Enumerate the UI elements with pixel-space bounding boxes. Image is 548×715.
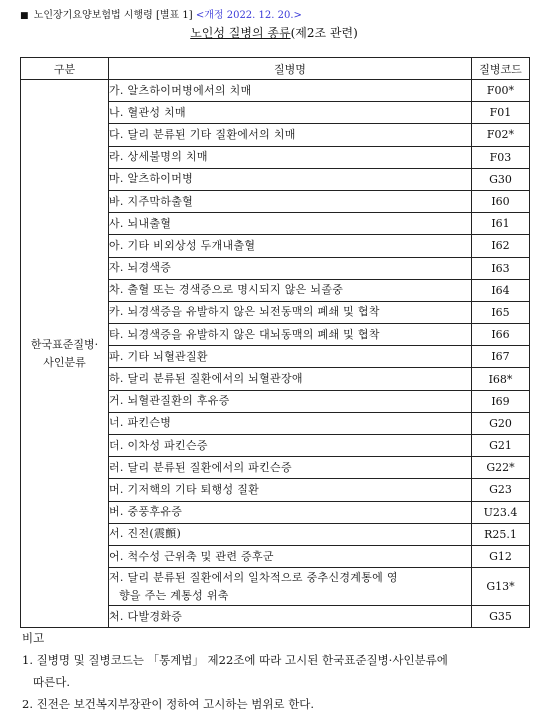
notes-heading: 비고 xyxy=(22,631,45,645)
disease-code: G21 xyxy=(472,435,530,457)
table-header-row xyxy=(21,58,530,80)
note-item: 1. 질병명 및 질병코드는 「통계법」 제22조에 따라 고시된 한국표준질병·사인분류에 xyxy=(22,653,448,667)
disease-code: I62 xyxy=(472,235,530,257)
disease-code: U23.4 xyxy=(472,501,530,523)
note-item-continuation: 따른다. xyxy=(33,675,70,689)
disease-code: I63 xyxy=(472,257,530,279)
disease-name: 머. 기저핵의 기타 퇴행성 질환 xyxy=(109,479,472,501)
disease-code: G30 xyxy=(472,168,530,190)
header-disease-name: 질병명 xyxy=(109,58,472,80)
disease-name: 사. 뇌내출혈 xyxy=(109,213,472,235)
disease-code: G35 xyxy=(472,606,530,628)
disease-name: 바. 지주막하출혈 xyxy=(109,190,472,212)
disease-table xyxy=(20,57,530,628)
disease-code: I69 xyxy=(472,390,530,412)
disease-code: F01 xyxy=(472,102,530,124)
disease-code: I67 xyxy=(472,346,530,368)
disease-name: 카. 뇌경색증을 유발하지 않은 뇌전동맥의 폐쇄 및 협착 xyxy=(109,301,472,323)
disease-name: 다. 달리 분류된 기타 질환에서의 치매 xyxy=(109,124,472,146)
disease-name: 버. 중풍후유증 xyxy=(109,501,472,523)
disease-code: G20 xyxy=(472,412,530,434)
header-category: 구분 xyxy=(21,58,109,80)
disease-code: R25.1 xyxy=(472,523,530,545)
disease-code: F00* xyxy=(472,80,530,102)
disease-name: 아. 기타 비외상성 두개내출혈 xyxy=(109,235,472,257)
disease-name: 더. 이차성 파킨슨증 xyxy=(109,435,472,457)
table-row xyxy=(21,80,530,102)
disease-code: I68* xyxy=(472,368,530,390)
disease-code: I61 xyxy=(472,213,530,235)
category-line: 한국표준질병· xyxy=(30,337,99,351)
disease-name: 차. 출혈 또는 경색증으로 명시되지 않은 뇌졸중 xyxy=(109,279,472,301)
disease-name: 가. 알츠하이머병에서의 치매 xyxy=(109,80,472,102)
disease-code: G22* xyxy=(472,457,530,479)
document-header xyxy=(20,6,302,21)
disease-name xyxy=(109,568,472,606)
amendment-note: <개정 2022. 12. 20.> xyxy=(195,10,302,21)
disease-code: I60 xyxy=(472,190,530,212)
disease-code: G12 xyxy=(472,545,530,567)
disease-name: 하. 달리 분류된 질환에서의 뇌혈관장애 xyxy=(109,368,472,390)
disease-name-line: 향을 주는 계통성 위축 xyxy=(119,588,229,602)
disease-code: F03 xyxy=(472,146,530,168)
disease-name: 어. 척수성 근위축 및 관련 증후군 xyxy=(109,545,472,567)
disease-name: 라. 상세불명의 치매 xyxy=(109,146,472,168)
note-item: 2. 진전은 보건복지부장관이 정하여 고시하는 범위로 한다. xyxy=(22,697,315,711)
disease-name: 나. 혈관성 치매 xyxy=(109,102,472,124)
disease-code: F02* xyxy=(472,124,530,146)
disease-code: I66 xyxy=(472,324,530,346)
disease-name: 파. 기타 뇌혈관질환 xyxy=(109,346,472,368)
disease-code: G13* xyxy=(472,568,530,606)
header-disease-code: 질병코드 xyxy=(472,58,530,80)
page-title xyxy=(0,24,548,41)
category-line: 사인분류 xyxy=(43,355,86,369)
disease-code: I64 xyxy=(472,279,530,301)
title-suffix: (제2조 관련) xyxy=(290,26,358,40)
disease-name: 서. 진전(震顫) xyxy=(109,523,472,545)
title-main: 노인성 질병의 종류 xyxy=(190,26,291,40)
disease-name: 러. 달리 분류된 질환에서의 파킨슨증 xyxy=(109,457,472,479)
disease-name: 처. 다발경화증 xyxy=(109,606,472,628)
disease-name: 너. 파킨슨병 xyxy=(109,412,472,434)
disease-name: 마. 알츠하이머병 xyxy=(109,168,472,190)
disease-code: G23 xyxy=(472,479,530,501)
disease-code: I65 xyxy=(472,301,530,323)
disease-name: 타. 뇌경색증을 유발하지 않은 대뇌동맥의 폐쇄 및 협착 xyxy=(109,324,472,346)
category-cell xyxy=(21,80,109,628)
disease-name: 거. 뇌혈관질환의 후유증 xyxy=(109,390,472,412)
notes-section xyxy=(22,627,532,715)
square-bullet-icon: ■ xyxy=(20,11,29,21)
disease-name: 자. 뇌경색증 xyxy=(109,257,472,279)
law-reference: 노인장기요양보험법 시행령 [별표 1] xyxy=(33,10,193,21)
disease-name-line: 저. 달리 분류된 질환에서의 일차적으로 중추신경계통에 영 xyxy=(109,570,398,584)
